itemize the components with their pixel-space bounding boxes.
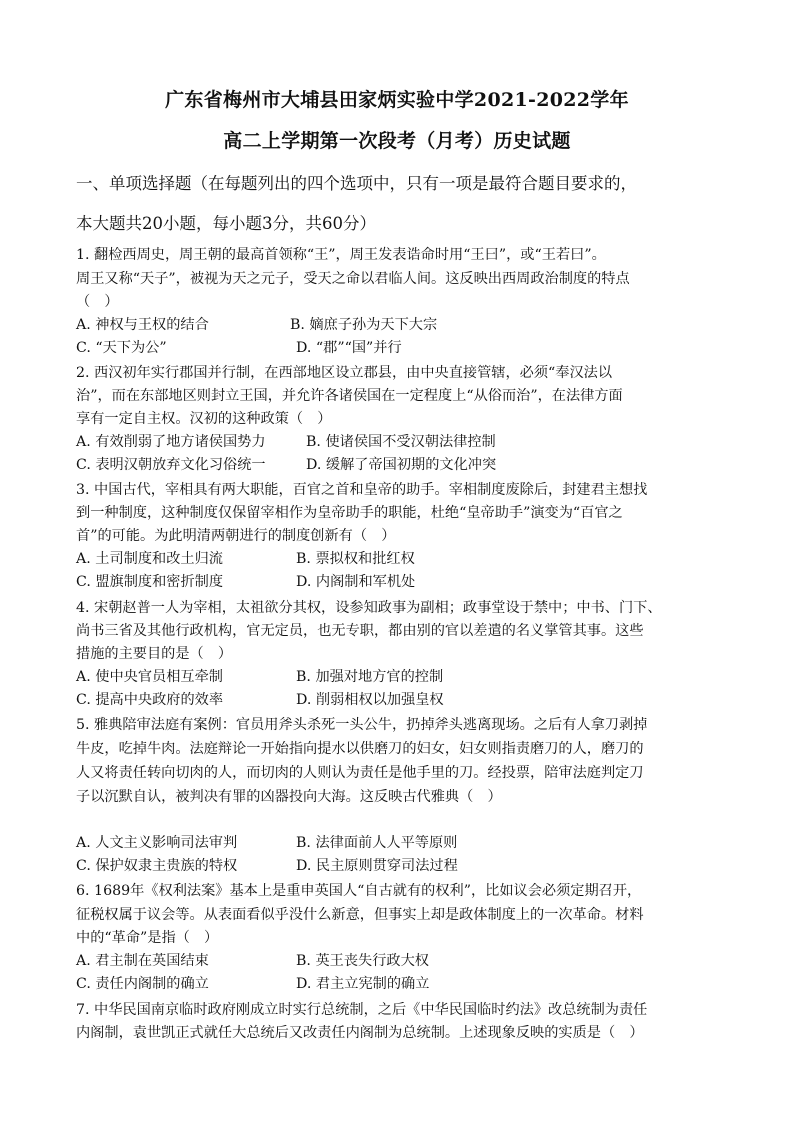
question-text-line: 2. 西汉初年实行郡国并行制，在西部地区设立郡县，由中央直接管辖，必须“奉汉法以 — [76, 365, 613, 381]
question-text-line: 子以沉默自认，被判决有罪的凶器投向大海。这反映古代雅典（ ） — [76, 789, 502, 805]
question-text-line: 3. 中国古代，宰相具有两大职能，百官之首和皇帝的助手。宰相制度废除后，封建君主想找 — [76, 482, 648, 498]
question-text-line: 内阁制，袁世凯正式就任大总统后又改责任内阁制为总统制。上述现象反映的实质是（ ） — [76, 1025, 644, 1041]
option-c: C. 责任内阁制的确立 — [76, 976, 209, 992]
question-text-line: 7. 中华民国南京临时政府刚成立时实行总统制，之后《中华民国临时约法》改总统制为责任 — [76, 1002, 648, 1018]
question-text-line: （ ） — [76, 294, 119, 310]
question-text-line: 6. 1689年《权利法案》基本上是重申英国人“自古就有的权利”，比如议会必须定期召开， — [76, 883, 642, 899]
option-c: C. 保护奴隶主贵族的特权 — [76, 858, 238, 874]
question-text-line: 4. 宋朝赵普一人为宰相，太祖欲分其权，设参知政事为副相；政事堂设于禁中；中书、门下、 — [76, 600, 662, 616]
option-d: D. 民主原则贯穿司法过程 — [296, 858, 458, 874]
option-a: A. 神权与王权的结合 — [76, 317, 209, 333]
option-b: B. 加强对地方官的控制 — [296, 669, 444, 685]
option-c: C. 提高中央政府的效率 — [76, 692, 224, 708]
option-a: A. 人文主义影响司法审判 — [76, 835, 238, 851]
option-d: D. 君主立宪制的确立 — [296, 976, 430, 992]
question-text-line: 1. 翻检西周史，周王朝的最高首领称“王”，周王发表诰命时用“王曰”，或“王若曰”。 — [76, 247, 606, 263]
option-d: D. 削弱相权以加强皇权 — [296, 692, 444, 708]
question-text-line: 5. 雅典陪审法庭有案例：官员用斧头杀死一头公牛，扔掉斧头逃离现场。之后有人拿刀剥掉 — [76, 717, 648, 733]
question-text-line: 到一种制度，这种制度仅保留宰相作为皇帝助手的职能，杜绝“皇帝助手”演变为“百官之 — [76, 505, 623, 521]
question-text-line: 首”的可能。为此明清两朝进行的制度创新有（ ） — [76, 528, 396, 544]
option-a: A. 有效削弱了地方诸侯国势力 — [76, 434, 266, 450]
option-a: A. 土司制度和改土归流 — [76, 551, 223, 567]
section-heading-line-2: 本大题共20小题，每小题3分，共60分） — [76, 214, 376, 233]
option-a: A. 使中央官员相互牵制 — [76, 669, 223, 685]
option-d: D. 内阁制和军机处 — [296, 574, 416, 590]
section-heading-line-1: 一、单项选择题（在每题列出的四个选项中，只有一项是最符合题目要求的， — [76, 174, 637, 193]
option-a: A. 君主制在英国结束 — [76, 953, 209, 969]
question-text-line: 周王又称“天子”，被视为天之元子，受天之命以君临人间。这反映出西周政治制度的特点 — [76, 271, 630, 287]
option-b: B. 使诸侯国不受汉朝法律控制 — [306, 434, 496, 450]
question-text-line: 尚书三省及其他行政机构，官无定员，也无专职，都由别的官以差遣的名义掌管其事。这些 — [76, 623, 644, 639]
option-d: D. “郡”“国”并行 — [296, 340, 402, 356]
option-c: C. 表明汉朝放弃文化习俗统一 — [76, 457, 266, 473]
question-text-line: 享有一定自主权。汉初的这种政策（ ） — [76, 411, 332, 427]
question-text-line: 措施的主要目的是（ ） — [76, 646, 233, 662]
question-text-line: 中的“革命”是指（ ） — [76, 930, 219, 946]
page-title-line-1: 广东省梅州市大埔县田家炳实验中学2021-2022学年 — [165, 89, 629, 111]
option-b: B. 嫡庶子孙为天下大宗 — [290, 317, 438, 333]
question-text-line: 征税权属于议会等。从表面看似乎没什么新意，但事实上却是政体制度上的一次革命。材料 — [76, 907, 644, 923]
question-text-line: 治”，而在东部地区则封立王国，并允许各诸侯国在一定程度上“从俗而治”，在法律方面 — [76, 388, 623, 404]
option-d: D. 缓解了帝国初期的文化冲突 — [306, 457, 497, 473]
option-b: B. 票拟权和批红权 — [296, 551, 415, 567]
option-c: C. 盟旗制度和密折制度 — [76, 574, 224, 590]
page-title-line-2: 高二上学期第一次段考（月考）历史试题 — [223, 130, 571, 152]
option-b: B. 英王丧失行政大权 — [296, 953, 429, 969]
question-text-line: 人又将责任转向切肉的人，而切肉的人则认为责任是他手里的刀。经投票，陪审法庭判定刀 — [76, 765, 644, 781]
option-c: C. “天下为公” — [76, 340, 167, 356]
option-b: B. 法律面前人人平等原则 — [296, 835, 458, 851]
question-text-line: 牛皮，吃掉牛肉。法庭辩论一开始指向提水以供磨刀的妇女，妇女则指责磨刀的人，磨刀的 — [76, 741, 644, 757]
